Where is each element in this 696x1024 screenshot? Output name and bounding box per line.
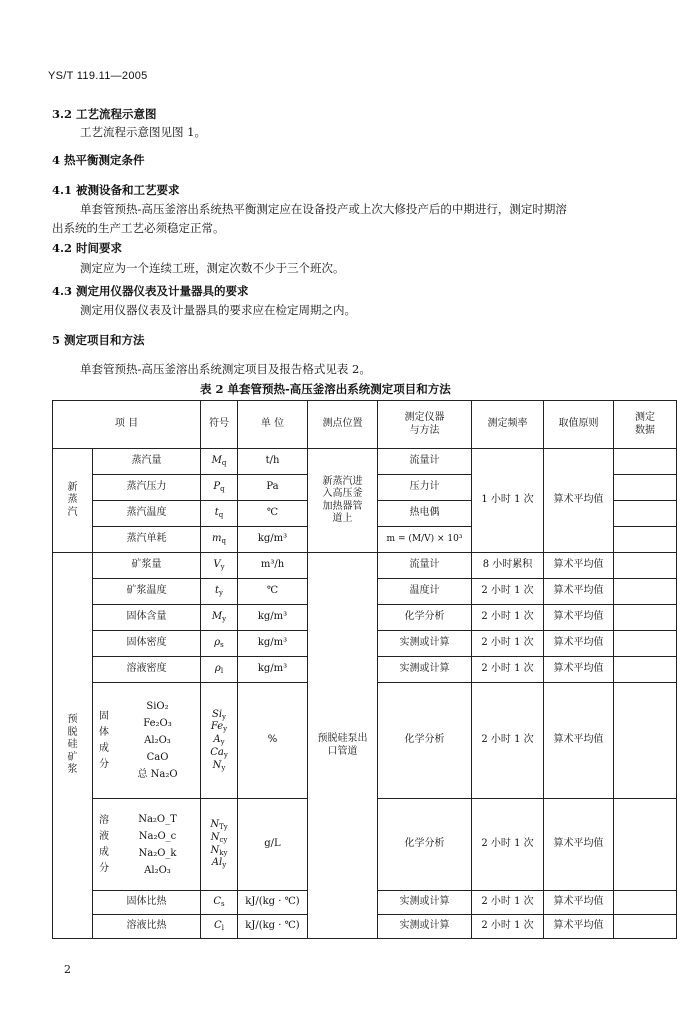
item-unit: ℃ <box>238 579 308 605</box>
header-principle: 取值原则 <box>544 401 614 449</box>
steam-principle: 算术平均值 <box>544 449 614 553</box>
header-item: 项 目 <box>53 401 201 449</box>
solid-composition-items <box>93 683 201 799</box>
item-name: 溶液密度 <box>93 657 201 683</box>
group-steam-label: 新 蒸 汽 <box>53 449 93 553</box>
item-symbol: $C_s$ <box>201 891 238 915</box>
item-principle: 算术平均值 <box>544 657 614 683</box>
liquid-composition-principle: 算术平均值 <box>544 799 614 891</box>
solid-composition-label: 固 体 成 分 <box>99 710 109 770</box>
item-unit: t/h <box>238 449 308 475</box>
data-cell[interactable] <box>614 553 677 579</box>
section-5-title: 5 测定项目和方法 <box>52 333 145 347</box>
item-name: 固体比热 <box>93 891 201 915</box>
section-4-2-title: 4.2 时间要求 <box>52 241 123 255</box>
data-cell[interactable] <box>614 799 677 891</box>
item-instrument: 温度计 <box>378 579 472 605</box>
item-unit: kg/m³ <box>238 527 308 553</box>
item-instrument: 化学分析 <box>378 605 472 631</box>
liquid-composition-frequency: 2 小时 1 次 <box>472 799 544 891</box>
item-name: 矿浆量 <box>93 553 201 579</box>
header-frequency: 测定频率 <box>472 401 544 449</box>
item-name: 蒸汽压力 <box>93 475 201 501</box>
item-principle: 算术平均值 <box>544 579 614 605</box>
item-principle: 算术平均值 <box>544 605 614 631</box>
running-header: YS/T 119.11—2005 <box>48 70 148 82</box>
item-frequency: 2 小时 1 次 <box>472 657 544 683</box>
item-unit: kJ/(kg · ℃) <box>238 915 308 939</box>
solid-composition-frequency: 2 小时 1 次 <box>472 683 544 799</box>
item-frequency: 2 小时 1 次 <box>472 631 544 657</box>
item-symbol: $C_l$ <box>201 915 238 939</box>
item-unit: m³/h <box>238 553 308 579</box>
section-4-1-text-line2: 出系统的生产工艺必须稳定正常。 <box>52 221 225 235</box>
solid-composition-principle: 算术平均值 <box>544 683 614 799</box>
item-principle: 算术平均值 <box>544 553 614 579</box>
item-instrument: 流量计 <box>378 553 472 579</box>
table-header-row <box>53 401 677 449</box>
item-instrument: 压力计 <box>378 475 472 501</box>
item-name: 溶液比热 <box>93 915 201 939</box>
slurry-location: 预脱硅泵出 口管道 <box>308 553 378 939</box>
item-symbol: $P_q$ <box>201 475 238 501</box>
item-symbol: $t_y$ <box>201 579 238 605</box>
data-cell[interactable] <box>614 449 677 475</box>
item-name: 固体密度 <box>93 631 201 657</box>
item-unit: kg/m³ <box>238 631 308 657</box>
item-name: 蒸汽单耗 <box>93 527 201 553</box>
liquid-composition-unit: g/L <box>238 799 308 891</box>
item-instrument: 流量计 <box>378 449 472 475</box>
section-5-text: 单套管预热-高压釜溶出系统测定项目及报告格式见表 2。 <box>80 362 371 376</box>
item-unit: kg/m³ <box>238 657 308 683</box>
data-cell[interactable] <box>614 475 677 501</box>
data-cell[interactable] <box>614 891 677 915</box>
item-frequency: 2 小时 1 次 <box>472 915 544 939</box>
item-principle: 算术平均值 <box>544 891 614 915</box>
item-symbol: $M_q$ <box>201 449 238 475</box>
item-symbol: $M_y$ <box>201 605 238 631</box>
item-frequency: 8 小时累积 <box>472 553 544 579</box>
item-instrument: 实测或计算 <box>378 891 472 915</box>
item-name: 蒸汽量 <box>93 449 201 475</box>
item-instrument: 实测或计算 <box>378 915 472 939</box>
liquid-composition-instrument: 化学分析 <box>378 799 472 891</box>
item-frequency: 2 小时 1 次 <box>472 605 544 631</box>
header-symbol: 符号 <box>201 401 238 449</box>
table-row <box>53 449 677 475</box>
item-name: 蒸汽温度 <box>93 501 201 527</box>
steam-frequency: 1 小时 1 次 <box>472 449 544 553</box>
item-name: 固体含量 <box>93 605 201 631</box>
solid-composition-instrument: 化学分析 <box>378 683 472 799</box>
item-unit: Pa <box>238 475 308 501</box>
solid-composition-symbols: $Si_y$ $Fe_y$ $A_y$ $Ca_y$ $N_y$ <box>201 683 238 799</box>
data-cell[interactable] <box>614 501 677 527</box>
item-instrument: 实测或计算 <box>378 631 472 657</box>
table-caption: 表 2 单套管预热-高压釜溶出系统测定项目和方法 <box>200 382 451 396</box>
item-symbol: $t_q$ <box>201 501 238 527</box>
data-cell[interactable] <box>614 579 677 605</box>
section-4-3-title: 4.3 测定用仪器仪表及计量器具的要求 <box>52 284 249 298</box>
section-4-3-text: 测定用仪器仪表及计量器具的要求应在检定周期之内。 <box>80 303 356 317</box>
item-principle: 算术平均值 <box>544 631 614 657</box>
item-unit: ℃ <box>238 501 308 527</box>
data-cell[interactable] <box>614 683 677 799</box>
data-cell[interactable] <box>614 605 677 631</box>
solid-composition-unit: % <box>238 683 308 799</box>
liquid-composition-label: 溶 液 成 分 <box>99 814 109 874</box>
data-cell[interactable] <box>614 527 677 553</box>
section-4-1-title: 4.1 被测设备和工艺要求 <box>52 183 180 197</box>
item-frequency: 2 小时 1 次 <box>472 891 544 915</box>
data-cell[interactable] <box>614 915 677 939</box>
section-4-1-text-line1: 单套管预热-高压釜溶出系统热平衡测定应在设备投产或上次大修投产后的中期进行，测定时期溶 <box>80 202 567 216</box>
liquid-composition-symbols: $N_{Ty}$ $N_{cy}$ $N_{ky}$ $Al_y$ <box>201 799 238 891</box>
header-unit: 单 位 <box>238 401 308 449</box>
data-cell[interactable] <box>614 657 677 683</box>
item-name: 矿浆温度 <box>93 579 201 605</box>
group-slurry-label: 预 脱 硅 矿 浆 <box>53 553 93 939</box>
page-number: 2 <box>64 963 71 976</box>
liquid-composition-list: Na₂O_T Na₂O_c Na₂O_k Al₂O₃ <box>138 813 177 876</box>
item-instrument: 实测或计算 <box>378 657 472 683</box>
header-location: 测点位置 <box>308 401 378 449</box>
steam-location: 新蒸汽进 入高压釜 加热器管 道上 <box>308 449 378 553</box>
liquid-composition-items <box>93 799 201 891</box>
item-unit: kg/m³ <box>238 605 308 631</box>
item-symbol: $\rho_s$ <box>201 631 238 657</box>
header-instrument: 测定仪器 与方法 <box>378 401 472 449</box>
item-instrument: m = (M/V) × 10³ <box>378 527 472 553</box>
table-row <box>53 553 677 579</box>
measurement-table <box>52 400 677 939</box>
solid-composition-list: SiO₂ Fe₂O₃ Al₂O₃ CaO 总 Na₂O <box>137 701 178 780</box>
item-symbol: $\rho_l$ <box>201 657 238 683</box>
item-unit: kJ/(kg · ℃) <box>238 891 308 915</box>
item-instrument: 热电偶 <box>378 501 472 527</box>
section-4-2-text: 测定应为一个连续工班，测定次数不少于三个班次。 <box>80 261 345 275</box>
section-3-2-text: 工艺流程示意图见图 1。 <box>80 125 206 139</box>
item-frequency: 2 小时 1 次 <box>472 579 544 605</box>
item-principle: 算术平均值 <box>544 915 614 939</box>
item-symbol: $m_q$ <box>201 527 238 553</box>
header-data: 测定 数据 <box>614 401 677 449</box>
section-3-2-title: 3.2 工艺流程示意图 <box>52 107 157 121</box>
data-cell[interactable] <box>614 631 677 657</box>
item-symbol: $V_y$ <box>201 553 238 579</box>
section-4-title: 4 热平衡测定条件 <box>52 153 145 167</box>
